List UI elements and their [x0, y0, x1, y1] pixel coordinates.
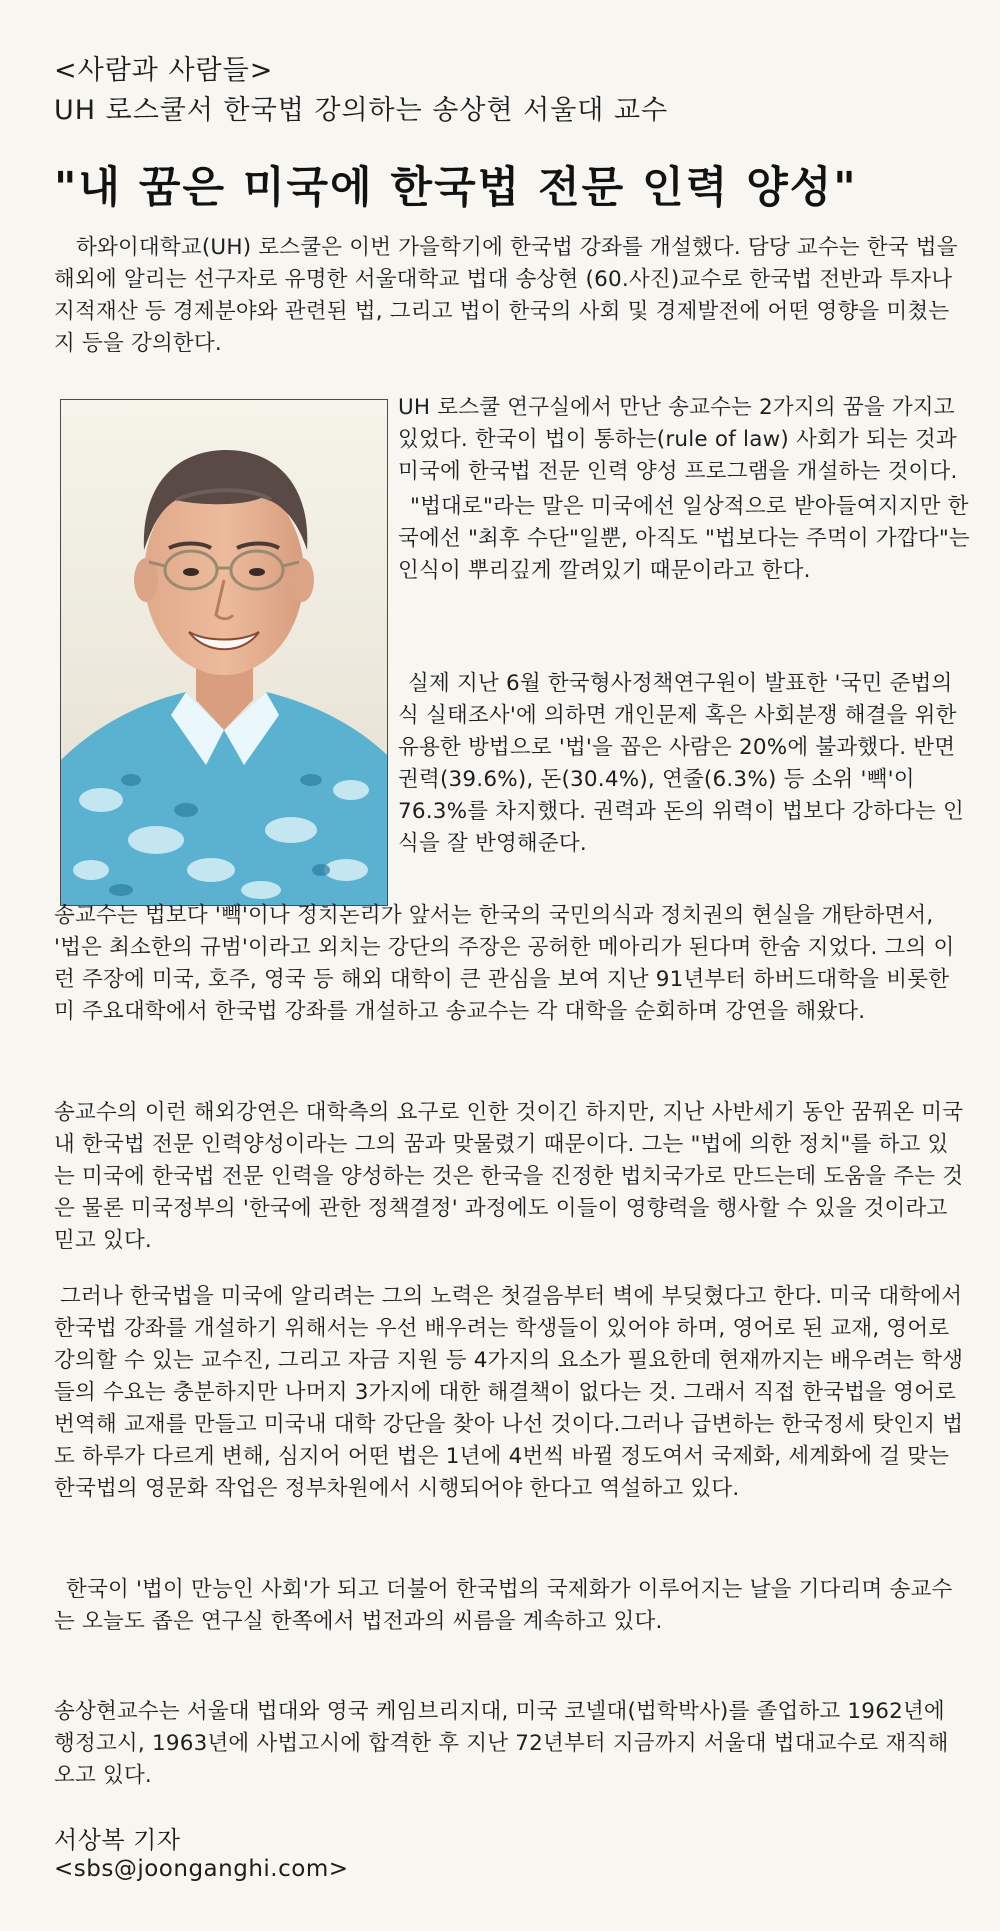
lead-paragraph: 하와이대학교(UH) 로스쿨은 이번 가을학기에 한국법 강좌를 개설했다. 담당 교수는 한국 법을 해외에 알리는 선구자로 유명한 서울대학교 법대 송상현 (60.사진)교수로 한국법 전반과 투자나 지적재산 등 경제분야와 관련된 법, 그리고 법이 한국의 사회 및 경제발전에 어떤 영향을 미쳤는지 등을 강의한다.: [54, 235, 958, 356]
paragraph-hope: 한국이 '법이 만능인 사회'가 되고 더불어 한국법의 국제화가 이루어지는 날을 기다리며 송교수는 오늘도 좁은 연구실 한쪽에서 법전과의 씨름을 계속하고 있다.: [54, 1577, 953, 1634]
subheadline: UH 로스쿨서 한국법 강의하는 송상현 서울대 교수: [54, 95, 669, 126]
portrait-illustration: [61, 400, 387, 905]
section-label: <사람과 사람들>: [54, 55, 274, 86]
reporter-byline: 서상복 기자: [54, 1826, 181, 1854]
portrait-photo: [60, 399, 388, 906]
paragraph-biography: 송상현교수는 서울대 법대와 영국 케임브리지대, 미국 코넬대(법학박사)를 졸업하고 1962년에 행정고시, 1963년에 사법고시에 합격한 후 지난 72년부터 지금까지 서울대 법대교수로 재직해오고 있다.: [54, 1699, 949, 1788]
paragraph-lectures: 송교수는 법보다 '빽'이나 정치논리가 앞서는 한국의 국민의식과 정치권의 현실을 개탄하면서, '법은 최소한의 규범'이라고 외치는 강단의 주장은 공허한 메아리가 된다며 한숨 지었다. 그의 이런 주장에 미국, 호주, 영국 등 해외 대학이 큰 관심을 보여 지난 91년부터 하버드대학을 비롯한 미 주요대학에서 한국법 강좌를 개설하고 송교수는 각 대학을 순회하며 강연을 해왔다.: [54, 903, 955, 1024]
headline: "내 꿈은 미국에 한국법 전문 인력 양성": [54, 163, 858, 213]
paragraph-law-perception: "법대로"라는 말은 미국에선 일상적으로 받아들여지지만 한국에선 "최후 수단"일뿐, 아직도 "법보다는 주먹이 가깝다"는 인식이 뿌리깊게 깔려있기 때문이라고 한다.: [398, 494, 970, 583]
paragraph-survey: 실제 지난 6월 한국형사정책연구원이 발표한 '국민 준법의식 실태조사'에 의하면 개인문제 혹은 사회분쟁 해결을 위한 유용한 방법으로 '법'을 꼽은 사람은 20%에 불과했다. 반면 권력(39.6%), 돈(30.4%), 연줄(6.3%) 등 소위 '빽'이 76.3%를 차지했다. 권력과 돈의 위력이 법보다 강하다는 인식을 잘 반영해준다.: [398, 671, 964, 856]
reporter-email: <sbs@joonganghi.com>: [54, 1856, 349, 1882]
paragraph-obstacles: 그러나 한국법을 미국에 알리려는 그의 노력은 첫걸음부터 벽에 부딪혔다고 한다. 미국 대학에서 한국법 강좌를 개설하기 위해서는 우선 배우려는 학생들이 있어야 하며, 영어로 된 교재, 영어로 강의할 수 있는 교수진, 그리고 자금 지원 등 4가지의 요소가 필요한데 현재까지는 배우려는 학생들의 수요는 충분하지만 나머지 3가지에 대한 해결책이 없다는 것. 그래서 직접 한국법을 영어로 번역해 교재를 만들고 미국내 대학 강단을 찾아 나선 것이다.그러나 급변하는 한국정세 탓인지 법도 하루가 다르게 변해, 심지어 어떤 법은 1년에 4번씩 바뀔 정도여서 국제화, 세계화에 걸 맞는 한국법의 영문화 작업은 정부차원에서 시행되어야 한다고 역설하고 있다.: [54, 1284, 964, 1501]
paragraph-overseas-lectures: 송교수의 이런 해외강연은 대학측의 요구로 인한 것이긴 하지만, 지난 사반세기 동안 꿈꿔온 미국내 한국법 전문 인력양성이라는 그의 꿈과 맞물렸기 때문이다. 그는 "법에 의한 정치"를 하고 있는 미국에 한국법 전문 인력을 양성하는 것은 한국을 진정한 법치국가로 만드는데 도움을 주는 것은 물론 미국정부의 '한국에 관한 정책결정' 과정에도 이들이 영향력을 행사할 수 있을 것이라고 믿고 있다.: [54, 1100, 964, 1253]
paragraph-two-dreams: UH 로스쿨 연구실에서 만난 송교수는 2가지의 꿈을 가지고 있었다. 한국이 법이 통하는(rule of law) 사회가 되는 것과 미국에 한국법 전문 인력 양성 프로그램을 개설하는 것이다.: [398, 395, 958, 484]
